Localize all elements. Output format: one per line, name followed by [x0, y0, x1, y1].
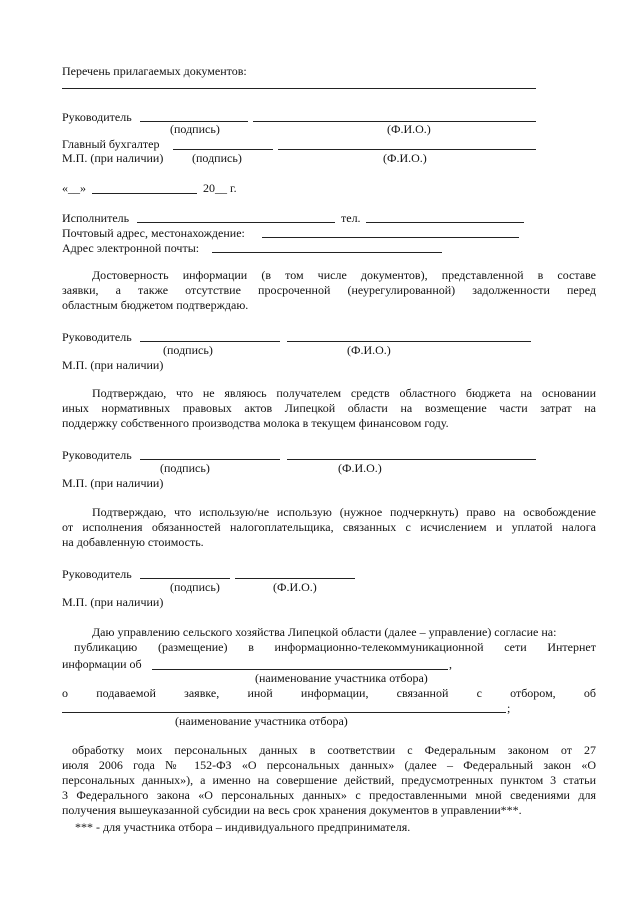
- accountant-signature-line[interactable]: [173, 149, 273, 150]
- paragraph-line: областным бюджетом подтверждаю.: [62, 298, 249, 312]
- paragraph-line: 3 Федерального закона «О персональных данных» с предоставленными мной сведениями для: [62, 788, 596, 802]
- paragraph-line: обработку моих персональных данных в соответствии с Федеральным законом от 27: [72, 743, 596, 757]
- consent-comma: ,: [449, 657, 452, 671]
- fio-caption: (Ф.И.О.): [383, 151, 427, 165]
- email-line[interactable]: [212, 252, 442, 253]
- paragraph-line: Даю управлению сельского хозяйства Липецкой области (далее – управление) согласие на:: [92, 625, 557, 639]
- paragraph-line: поддержку собственного производства молока в текущем финансовом году.: [62, 416, 449, 430]
- accountant-fio-line[interactable]: [278, 149, 536, 150]
- head-label: Руководитель: [62, 567, 132, 581]
- footnote: *** - для участника отбора – индивидуального предпринимателя.: [75, 820, 411, 834]
- personal-data-paragraph: [62, 743, 596, 818]
- documents-line[interactable]: [62, 88, 536, 89]
- email-label: Адрес электронной почты:: [62, 241, 200, 255]
- consent-semicolon: ;: [507, 701, 511, 715]
- participant-caption: (наименование участника отбора): [175, 714, 348, 728]
- participant-name-line-2[interactable]: [62, 712, 506, 713]
- date-day: «__»: [62, 181, 86, 195]
- signature-caption: (подпись): [192, 151, 242, 165]
- head-fio-line[interactable]: [287, 341, 531, 342]
- not-recipient-paragraph: [62, 386, 596, 431]
- stamp-label: М.П. (при наличии): [62, 358, 164, 372]
- fio-caption: (Ф.И.О.): [387, 122, 431, 136]
- consent-info-prefix: информации об: [62, 657, 142, 671]
- reliability-paragraph: [62, 268, 596, 313]
- head-fio-line[interactable]: [287, 459, 536, 460]
- stamp-label: М.П. (при наличии): [62, 476, 164, 490]
- head-label: Руководитель: [62, 110, 132, 124]
- paragraph-line: на добавленную стоимость.: [62, 535, 204, 549]
- stamp-label: М.П. (при наличии): [62, 595, 164, 609]
- participant-caption: (наименование участника отбора): [255, 671, 428, 685]
- paragraph-line: заявки, а также отсутствие просроченной (неурегулированной) задолженности перед: [62, 283, 596, 297]
- signature-caption: (подпись): [170, 580, 220, 594]
- head-fio-line[interactable]: [235, 578, 355, 579]
- head-signature-line[interactable]: [140, 578, 230, 579]
- paragraph-line: Подтверждаю, что не являюсь получателем средств областного бюджета на основании: [92, 386, 596, 400]
- paragraph-line: Достоверность информации (в том числе документов), представленной в составе: [92, 268, 596, 282]
- executor-label: Исполнитель: [62, 211, 130, 225]
- date-month-line[interactable]: [92, 193, 197, 194]
- paragraph-line: о подаваемой заявке, иной информации, связанной с отбором, об: [62, 686, 596, 700]
- head-signature-line[interactable]: [140, 459, 280, 460]
- fio-caption: (Ф.И.О.): [273, 580, 317, 594]
- documents-heading: Перечень прилагаемых документов:: [62, 64, 247, 78]
- consent-about-line: [62, 686, 596, 701]
- head-label: Руководитель: [62, 448, 132, 462]
- paragraph-line: Подтверждаю, что использую/не использую (нужное подчеркнуть) право на освобождение: [92, 505, 596, 519]
- paragraph-line: от исполнения обязанностей налогоплательщика, связанных с исчислением и уплатой налога: [62, 520, 596, 534]
- stamp-label: М.П. (при наличии): [62, 151, 164, 165]
- head-label: Руководитель: [62, 330, 132, 344]
- signature-caption: (подпись): [160, 461, 210, 475]
- vat-paragraph: [62, 505, 596, 550]
- signature-caption: (подпись): [163, 343, 213, 357]
- date-year: 20__ г.: [203, 181, 237, 195]
- paragraph-line: получения вышеуказанной субсидии на весь срок хранения документов в управлении***.: [62, 803, 522, 817]
- signature-caption: (подпись): [170, 122, 220, 136]
- paragraph-line: публикацию (размещение) в информационно-телекоммуникационной сети Интернет: [74, 640, 596, 654]
- paragraph-line: иных нормативных правовых актов Липецкой области на возмещение части затрат на: [62, 401, 596, 415]
- accountant-label: Главный бухгалтер: [62, 137, 160, 151]
- address-line[interactable]: [262, 237, 519, 238]
- address-label: Почтовый адрес, местонахождение:: [62, 226, 245, 240]
- phone-line[interactable]: [366, 222, 524, 223]
- participant-name-line[interactable]: [152, 669, 448, 670]
- executor-line[interactable]: [137, 222, 335, 223]
- fio-caption: (Ф.И.О.): [347, 343, 391, 357]
- head-signature-line[interactable]: [140, 341, 280, 342]
- paragraph-line: персональных данных»), а именно на совершение действий, предусмотренных пунктом 3 статьи: [62, 773, 596, 787]
- paragraph-line: июля 2006 года № 152-ФЗ «О персональных данных» (далее – Федеральный закон «О: [62, 758, 596, 772]
- fio-caption: (Ф.И.О.): [338, 461, 382, 475]
- phone-label: тел.: [341, 211, 361, 225]
- consent-paragraph: [62, 625, 596, 655]
